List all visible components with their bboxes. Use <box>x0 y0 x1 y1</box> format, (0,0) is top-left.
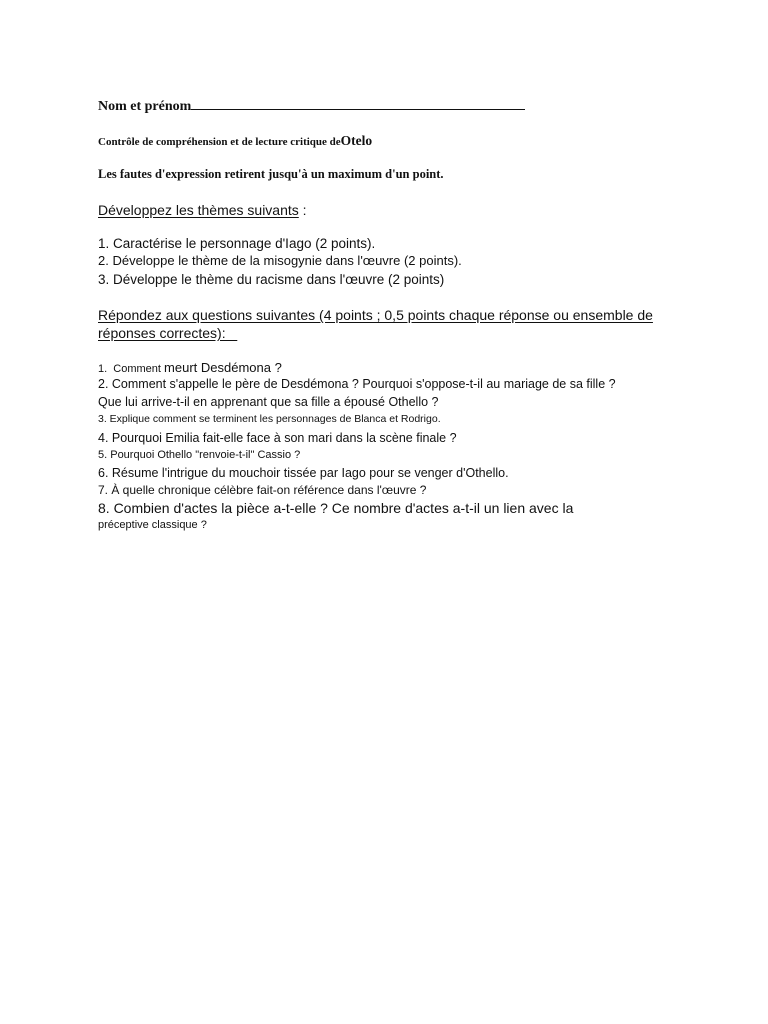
question-8-line-1: 8. Combien d'actes la pièce a-t-elle ? Ce nombre d'actes a-t-il un lien avec la <box>98 500 574 516</box>
question-1-prefix: 1. Comment <box>98 363 165 375</box>
themes-heading <box>98 202 307 218</box>
question-4: 4. Pourquoi Emilia fait-elle face à son mari dans la scène finale ? <box>98 431 457 445</box>
question-1 <box>98 361 282 376</box>
question-8-line-2: préceptive classique ? <box>98 519 207 531</box>
name-label: Nom et prénom <box>98 99 192 114</box>
control-title-work: Otelo <box>340 133 373 148</box>
penalty-note: Les fautes d'expression retirent jusqu'à un maximum d'un point. <box>98 167 444 181</box>
question-6: 6. Résume l'intrigue du mouchoir tissée par Iago pour se venger d'Othello. <box>98 466 509 480</box>
question-2-line-1: 2. Comment s'appelle le père de Desdémona ? Pourquoi s'oppose-t-il au mariage de sa fille ? <box>98 377 616 391</box>
control-title <box>98 133 372 149</box>
question-1-text: meurt Desdémona ? <box>164 360 282 375</box>
theme-item-2: 2. Développe le thème de la misogynie dans l'œuvre (2 points). <box>98 253 462 268</box>
questions-heading-line-2: réponses correctes): <box>98 325 238 341</box>
question-7: 7. À quelle chronique célèbre fait-on référence dans l'œuvre ? <box>98 483 427 497</box>
control-title-prefix: Contrôle de compréhension et de lecture critique de <box>98 136 341 148</box>
question-2-line-2: Que lui arrive-t-il en apprenant que sa fille a épousé Othello ? <box>98 395 439 409</box>
themes-heading-text: Développez les thèmes suivants <box>98 202 299 218</box>
themes-heading-colon: : <box>298 202 307 218</box>
question-5: 5. Pourquoi Othello "renvoie-t-il" Cassio ? <box>98 449 301 461</box>
question-3: 3. Explique comment se terminent les personnages de Blanca et Rodrigo. <box>98 413 441 425</box>
theme-item-1: 1. Caractérise le personnage d'Iago (2 points). <box>98 236 376 251</box>
questions-heading-line-1: Répondez aux questions suivantes (4 points ; 0,5 points chaque réponse ou ensemble de <box>98 307 653 323</box>
name-blank-underline <box>191 96 525 110</box>
name-field-line <box>98 96 525 115</box>
theme-item-3: 3. Développe le thème du racisme dans l'œuvre (2 points) <box>98 272 445 287</box>
